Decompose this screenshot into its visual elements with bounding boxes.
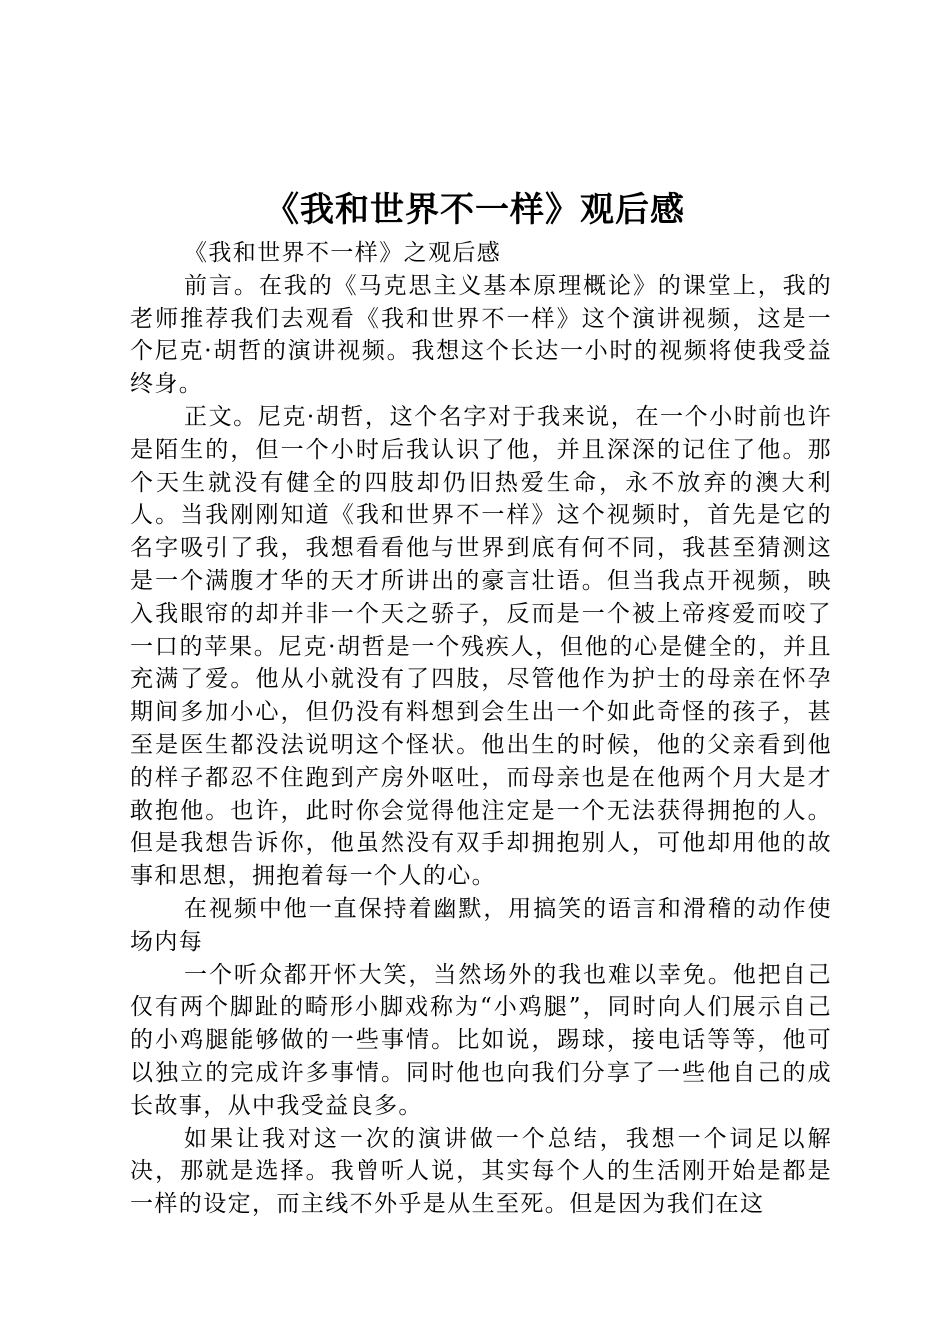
paragraph-main-text: 正文。尼克·胡哲，这个名字对于我来说，在一个小时前也许是陌生的，但一个小时后我认识了他，并且深深的记住了他。那个天生就没有健全的四肢却仍旧热爱生命，永不放弃的澳大利人。当我刚刚知道《我和世界不一样》这个视频时，首先是它的名字吸引了我，我想看看他与世界到底有何不同，我甚至猜测这是一个满腹才华的天才所讲出的豪言壮语。但当我点开视频，映入我眼帘的却并非一个天之骄子，反而是一个被上帝疼爱而咬了一口的苹果。尼克·胡哲是一个残疾人，但他的心是健全的，并且充满了爱。他从小就没有了四肢，尽管他作为护士的母亲在怀孕期间多加小心，但仍没有料想到会生出一个如此奇怪的孩子，甚至是医生都没法说明这个怪状。他出生的时候，他的父亲看到他的样子都忍不住跑到产房外呕吐，而母亲也是在他两个月大是才敢抱他。也许，此时你会觉得他注定是一个无法获得拥抱的人。但是我想告诉你，他虽然没有双手却拥抱别人，可他却用他的故事和思想，拥抱着每一个人的心。 (130, 403, 832, 890)
paragraph-preface: 前言。在我的《马克思主义基本原理概论》的课堂上，我的老师推荐我们去观看《我和世界不一样》这个演讲视频，这是一个尼克·胡哲的演讲视频。我想这个长达一小时的视频将使我受益终身。 (130, 272, 832, 398)
paragraph-chicken-leg: 一个听众都开怀大笑，当然场外的我也难以幸免。他把自己仅有两个脚趾的畸形小脚戏称为“小鸡腿”，同时向人们展示自己的小鸡腿能够做的一些事情。比如说，踢球，接电话等等，他可以独立的完成许多事情。同时他也向我们分享了一些他自己的成长故事，从中我受益良多。 (130, 961, 832, 1119)
paragraph-humor: 在视频中他一直保持着幽默，用搞笑的语言和滑稽的动作使场内每 (130, 895, 832, 955)
document-title: 《我和世界不一样》观后感 (265, 190, 685, 230)
document-body (130, 237, 832, 1221)
paragraph-summary: 如果让我对这一次的演讲做一个总结，我想一个词足以解决，那就是选择。我曾听人说，其实每个人的生活刚开始是都是一样的设定，而主线不外乎是从生至死。但是因为我们在这 (130, 1125, 832, 1218)
paragraph-subtitle: 《我和世界不一样》之观后感 (184, 240, 502, 266)
